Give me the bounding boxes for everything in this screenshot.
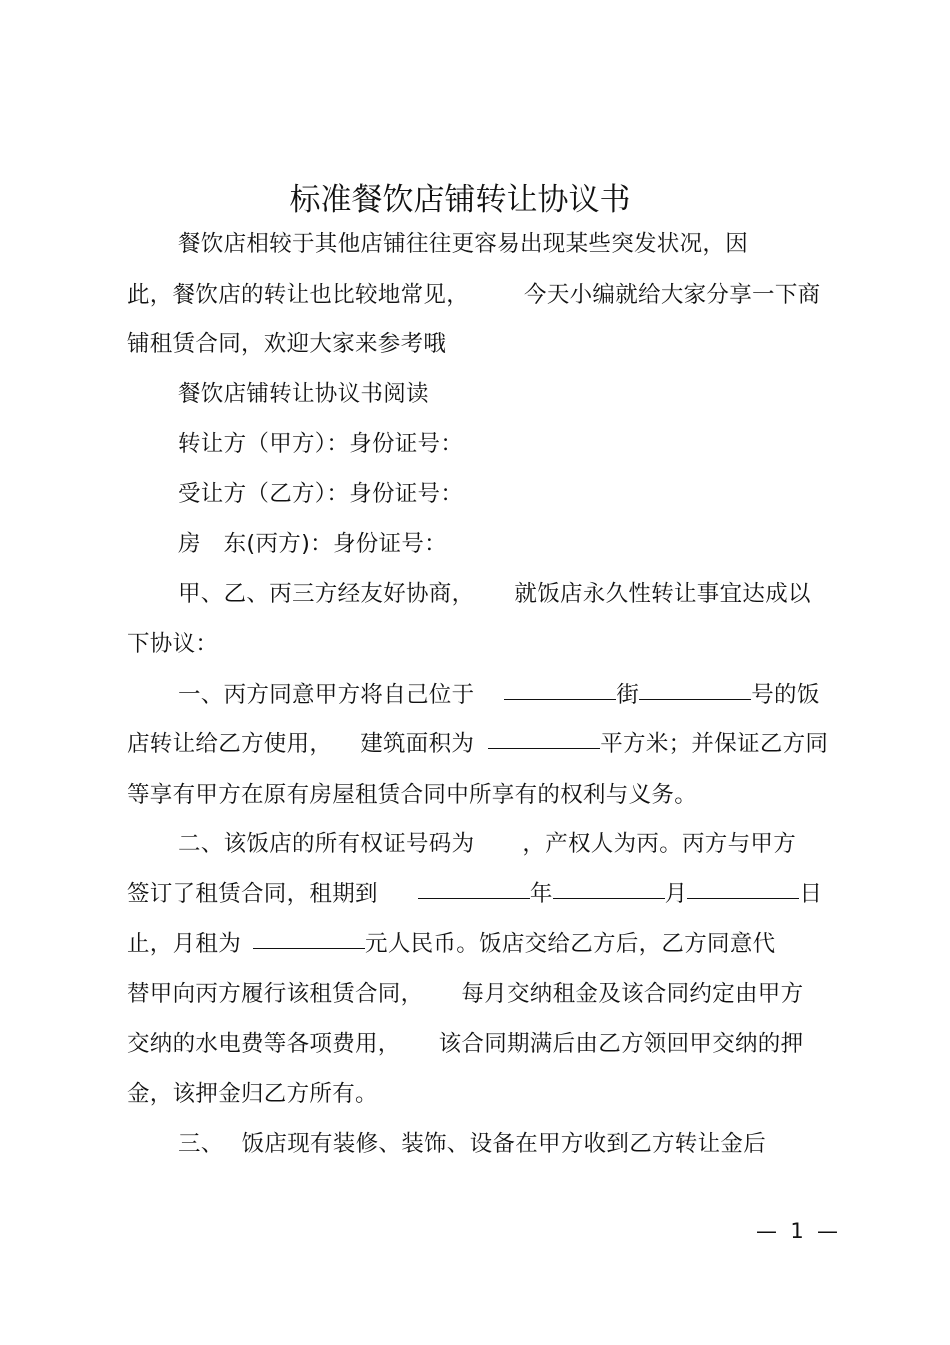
clause-3-text: 饭店现有装修、装饰、设备在甲方收到乙方转让金后 <box>241 1131 767 1157</box>
clause-2-line-6: 金，该押金归乙方所有。 <box>127 1081 378 1107</box>
clause-1-line-3: 等享有甲方在原有房屋租赁合同中所享有的权利与义务。 <box>127 782 698 808</box>
intro-line-2 <box>127 280 820 310</box>
section-heading: 餐饮店铺转让协议书阅读 <box>178 381 429 407</box>
year-label: 年 <box>529 881 553 907</box>
day-label: 日 <box>799 881 823 907</box>
party-landlord: 房 东(丙方)：身份证号： <box>178 531 447 557</box>
clause-1-line-2-part-a: 店转让给乙方使用， <box>127 731 333 757</box>
day-blank[interactable] <box>687 897 799 899</box>
agreement-line-2: 下协议： <box>127 631 219 657</box>
clause-2-line-1-part-a: 二、该饭店的所有权证号码为 <box>178 831 475 857</box>
month-label: 月 <box>664 881 688 907</box>
clause-1-line-2-part-c: 平方米；并保证乙方同 <box>600 731 829 757</box>
party-transferor: 转让方（甲方）：身份证号： <box>178 431 464 457</box>
agreement-line-1-part-a: 甲、乙、丙三方经友好协商， <box>178 581 475 607</box>
document-title: 标准餐饮店铺转让协议书 <box>289 182 631 218</box>
street-blank[interactable] <box>504 698 616 700</box>
intro-line-1: 餐饮店相较于其他店铺往往更容易出现某些突发状况，因 <box>178 231 749 257</box>
party-transferee: 受让方（乙方）：身份证号： <box>178 481 464 507</box>
agreement-line-1 <box>178 579 811 609</box>
clause-2-line-3-part-a: 止，月租为 <box>127 931 242 957</box>
clause-1-line-1-part-c: 号的饭 <box>751 682 820 708</box>
rent-blank[interactable] <box>253 947 365 949</box>
clause-3-line-1 <box>178 1129 766 1159</box>
clause-1-line-1 <box>178 680 820 710</box>
street-label: 街 <box>616 682 640 708</box>
page-number: — 1 — <box>756 1219 839 1243</box>
clause-2-line-3-part-b: 元人民币。饭店交给乙方后，乙方同意代 <box>365 931 776 957</box>
clause-2-line-1-part-b: ，产权人为丙。丙方与甲方 <box>522 831 797 857</box>
clause-2-line-2 <box>127 879 822 909</box>
clause-1-line-2 <box>127 729 828 759</box>
clause-2-line-2-part-a: 签订了租赁合同，租期到 <box>127 881 378 907</box>
year-blank[interactable] <box>418 897 530 899</box>
clause-2-line-5-part-a: 交纳的水电费等各项费用， <box>127 1031 401 1057</box>
clause-2-line-4-part-a: 替甲向丙方履行该租赁合同， <box>127 981 424 1007</box>
clause-2-line-1 <box>178 829 796 859</box>
clause-2-line-4 <box>127 979 803 1009</box>
agreement-line-1-part-b: 就饭店永久性转让事宜达成以 <box>514 581 811 607</box>
area-blank[interactable] <box>488 747 600 749</box>
street-number-blank[interactable] <box>639 698 751 700</box>
clause-1-line-1-part-a: 一、丙方同意甲方将自己位于 <box>178 682 475 708</box>
clause-2-line-5-part-b: 该合同期满后由乙方领回甲交纳的押 <box>438 1031 804 1057</box>
intro-line-2-part-b: 今天小编就给大家分享一下商 <box>524 282 821 308</box>
intro-line-3: 铺租赁合同，欢迎大家来参考哦 <box>127 331 447 357</box>
clause-2-line-5 <box>127 1029 803 1059</box>
intro-line-2-part-a: 此，餐饮店的转让也比较地常见， <box>127 282 470 308</box>
clause-3-number: 三、 <box>178 1131 224 1157</box>
month-blank[interactable] <box>553 897 665 899</box>
clause-1-line-2-part-b: 建筑面积为 <box>360 731 475 757</box>
clause-2-line-4-part-b: 每月交纳租金及该合同约定由甲方 <box>461 981 804 1007</box>
clause-2-line-3 <box>127 929 775 959</box>
